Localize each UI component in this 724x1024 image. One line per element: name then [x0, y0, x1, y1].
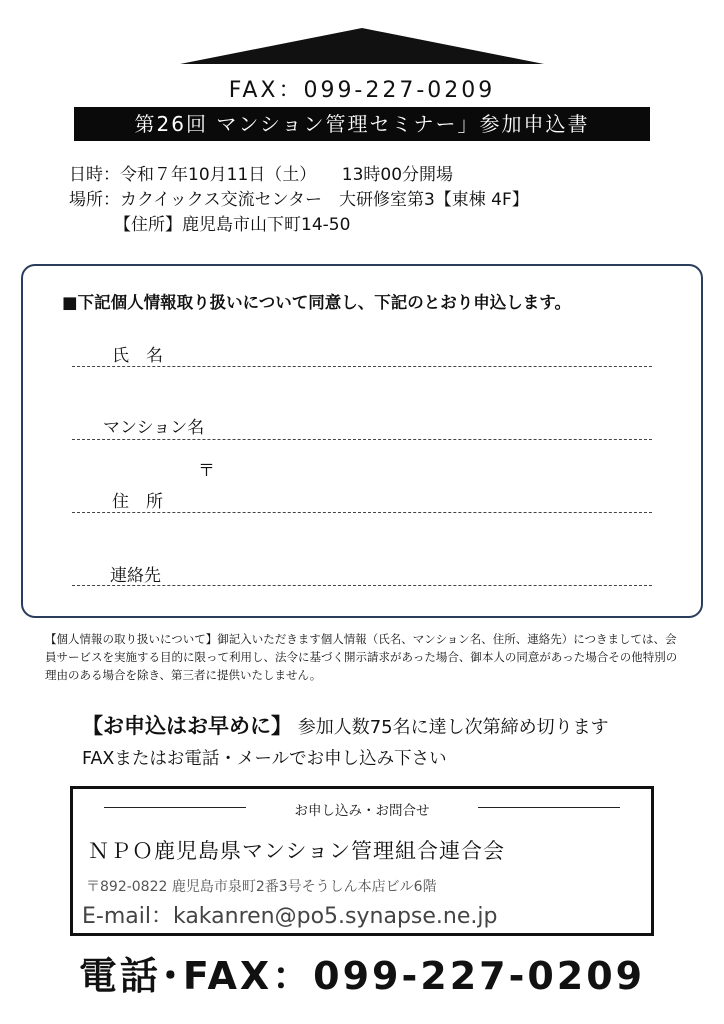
event-address: 【住所】鹿児島市山下町14-50: [114, 215, 351, 235]
capacity-text: 参加人数75名に達し次第締め切ります: [297, 717, 609, 738]
event-date: 日時：令和７年10月11日（土） 13時00分開場: [69, 165, 454, 185]
contact-heading-rule-right: [478, 807, 620, 808]
name-field[interactable]: [72, 366, 652, 367]
mansion-name-field[interactable]: [72, 439, 652, 440]
event-place: 場所：カクイックス交流センター 大研修室第3【東棟 4F】: [69, 190, 529, 210]
roof-triangle-decoration: [180, 28, 544, 64]
early-application-heading: 【お申込はお早めに】: [82, 714, 292, 738]
contact-label: 連絡先: [110, 566, 161, 586]
form-title: 第26回 マンション管理セミナー」参加申込書: [74, 107, 650, 141]
early-application-notice: [82, 710, 609, 740]
contact-field[interactable]: [72, 585, 652, 586]
address-label: 住 所: [112, 492, 163, 512]
contact-heading: お申し込み・お問合せ: [294, 803, 430, 819]
address-field[interactable]: [72, 512, 652, 513]
postal-mark: 〒: [198, 461, 215, 481]
organization-address: 〒892-0822 鹿児島市泉町2番3号そうしん本店ビル6階: [86, 879, 437, 895]
application-methods: FAXまたはお電話・メールでお申し込み下さい: [82, 749, 447, 769]
mansion-name-label: マンション名: [103, 418, 205, 438]
privacy-notice: 【個人情報の取り扱いについて】御記入いただきます個人情報（氏名、マンション名、住所、連絡先）につきましては、会員サービスを実施する目的に限って利用し、法令に基づく開示請求があった場合、御本人の同意があった場合その他特別の理由のある場合を除き、第三者に提供いたしません。: [45, 632, 678, 682]
phone-fax-number[interactable]: 電話･FAX：099-227-0209: [78, 954, 646, 998]
consent-statement: ■下記個人情報取り扱いについて同意し、下記のとおり申込します。: [62, 293, 571, 312]
organization-name: ＮＰＯ鹿児島県マンション管理組合連合会: [88, 839, 506, 863]
contact-email[interactable]: E-mail：kakanren@po5.synapse.ne.jp: [82, 904, 498, 929]
header-fax-number: FAX：099-227-0209: [228, 78, 496, 103]
contact-heading-rule-left: [104, 807, 246, 808]
name-label: 氏 名: [112, 346, 163, 366]
